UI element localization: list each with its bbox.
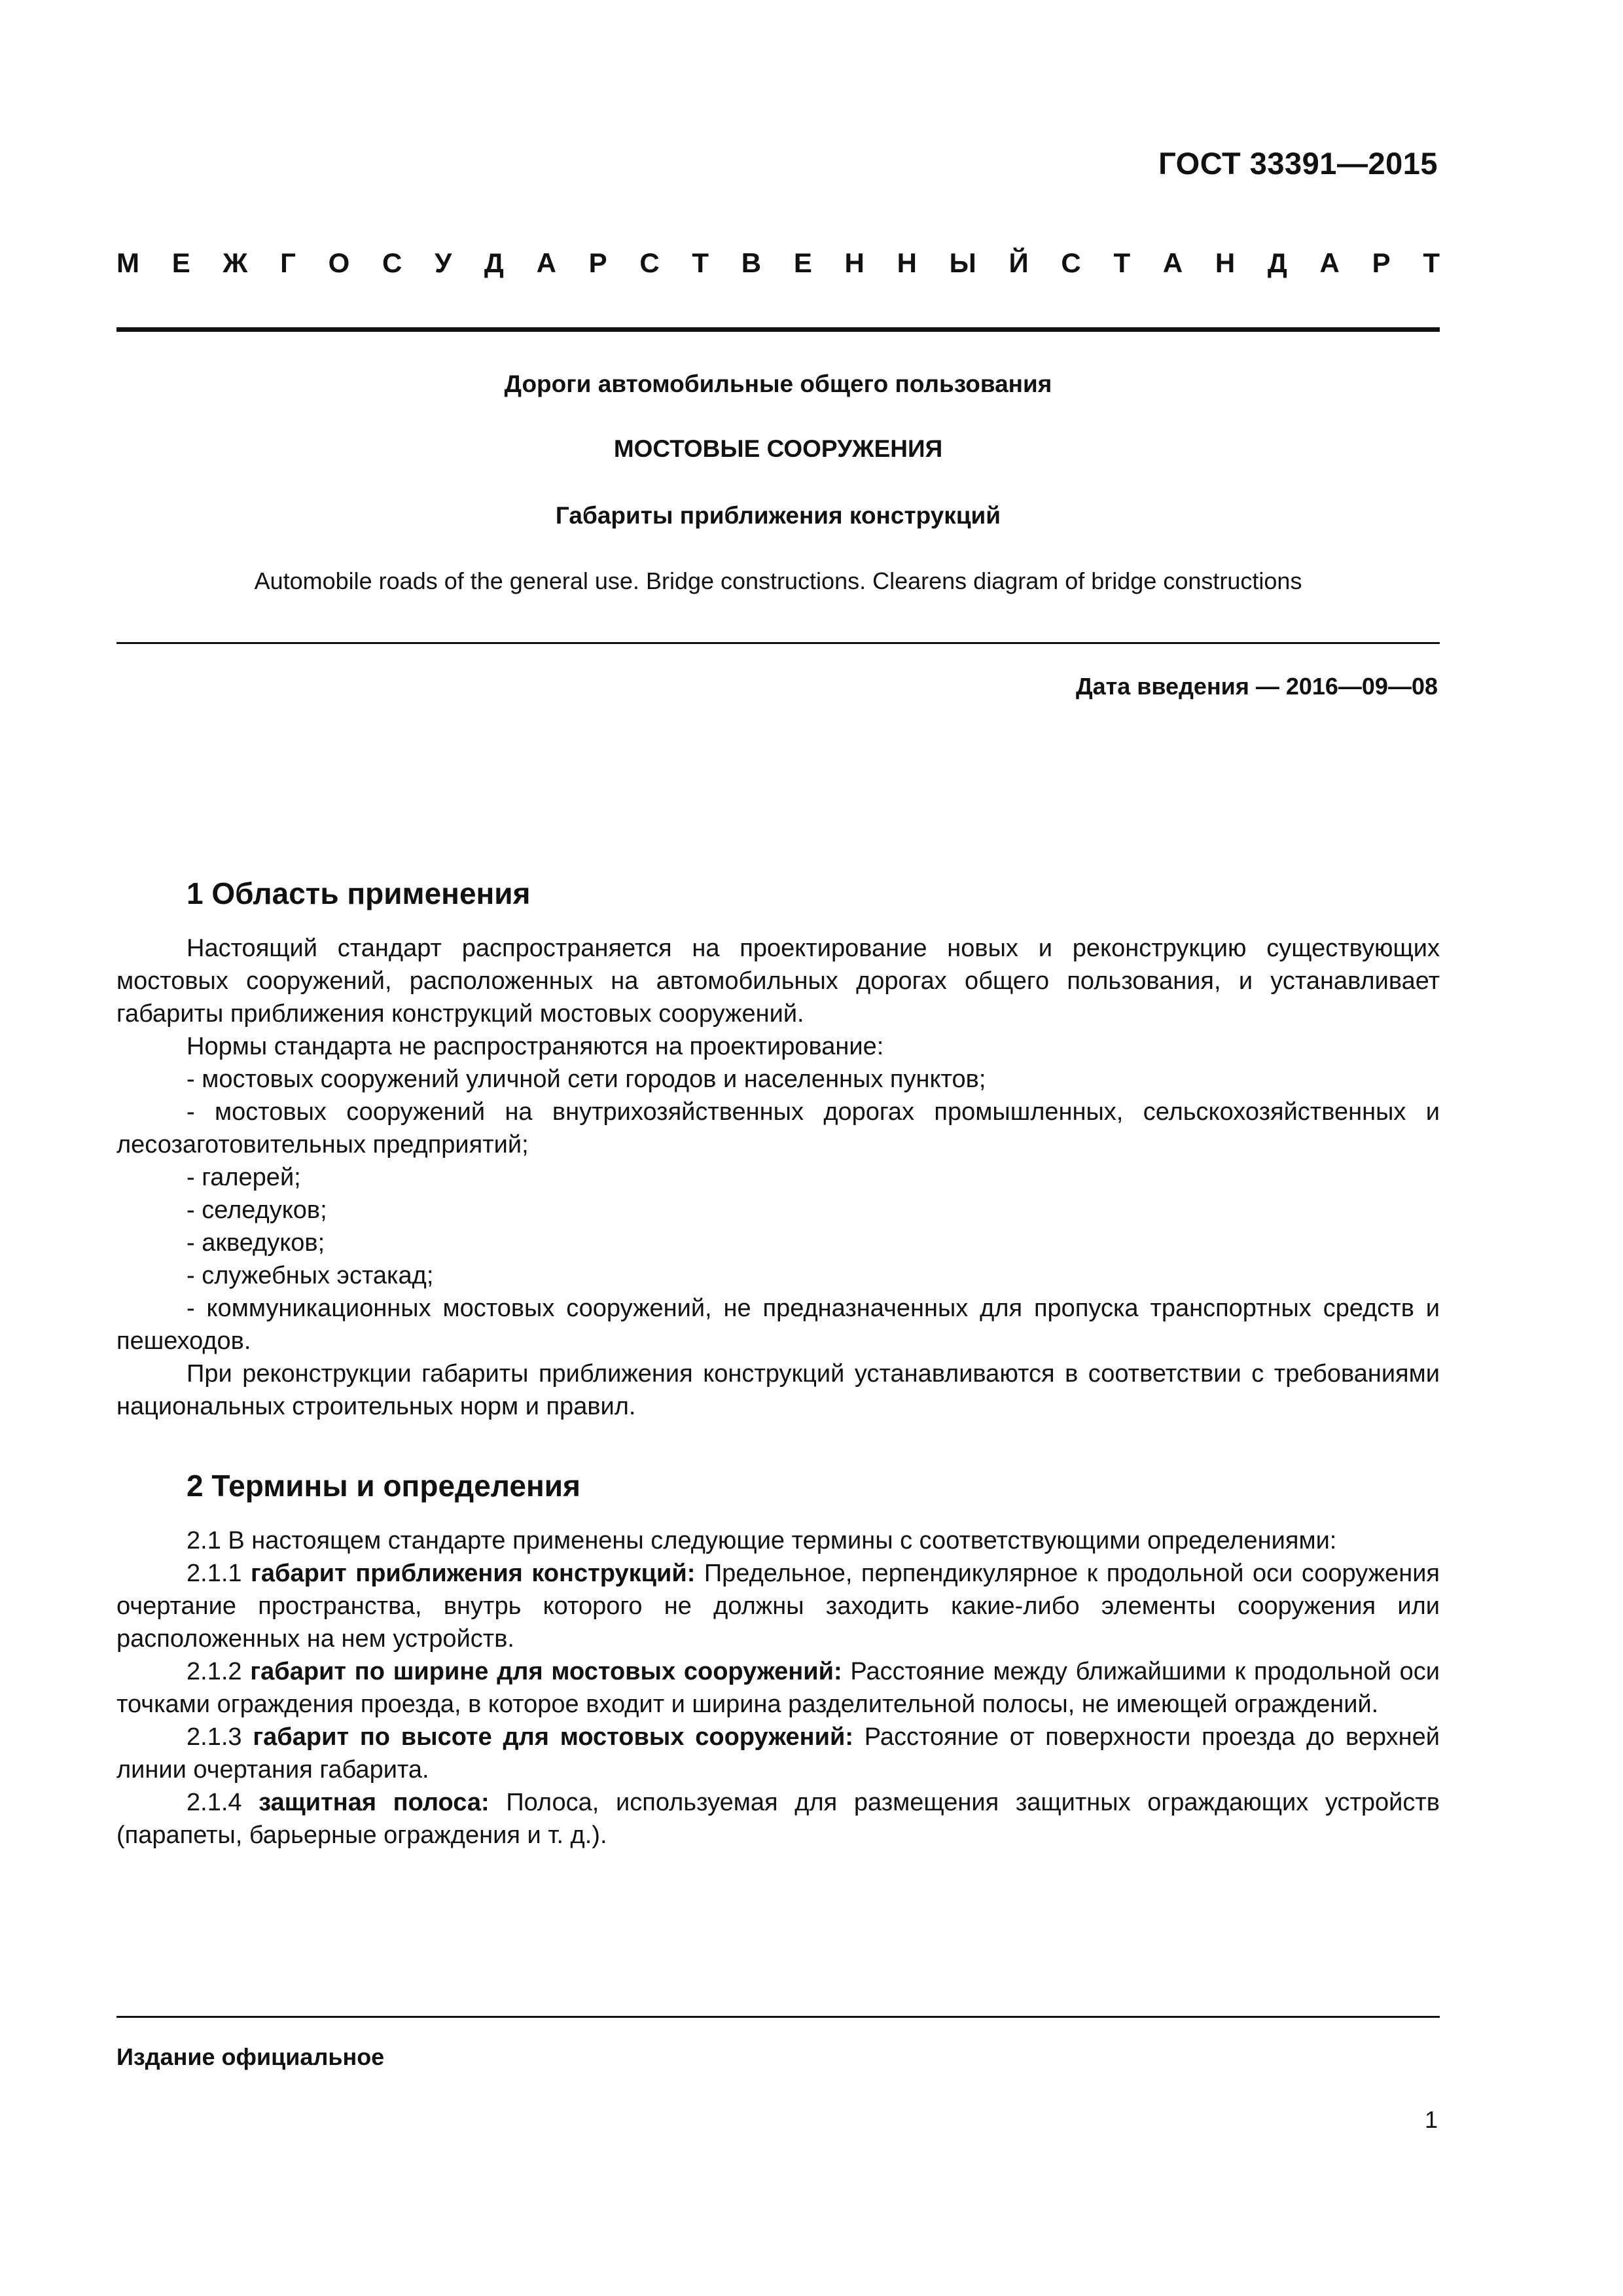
list-item: - галерей; [187, 1164, 301, 1191]
term-name: габарит приближения конструкций: [251, 1560, 696, 1587]
term-name: габарит по ширине для мостовых сооружений: [250, 1658, 842, 1685]
section-2-heading: 2 Термины и определения [187, 1469, 580, 1503]
list-item: - селедуков; [187, 1196, 327, 1224]
list-item: - мостовых сооружений на внутрихозяйственных дорогах промышленных, сельскохозяйственных и лесозаготовительных предприятий; [116, 1098, 1440, 1158]
term-text: Расстояние от поверхности проезда до верхней линии очертания габарита. [116, 1723, 1440, 1784]
edition-note: Издание официальное [116, 2043, 385, 2070]
section-1-body [116, 932, 1440, 1423]
title-line-3: Габариты приближения конструкций [555, 502, 1001, 529]
standard-type-heading: М Е Ж Г О С У Д А Р С Т В Е Н Н Ы Й С Т А Н Д А Р Т [116, 247, 1440, 278]
term-number: 2.1.3 [187, 1723, 242, 1751]
title-divider [116, 642, 1440, 644]
term-text: Полоса, используемая для размещения защитных ограждающих устройств (парапеты, барьерные ограждения и т. д.). [116, 1789, 1440, 1849]
term-definition [116, 1557, 1440, 1655]
term-text: Предельное, перпендикулярное к продольной оси сооружения очертание пространства, внутрь которого не должны заходить какие-либо элементы сооружения или расположенных на нем устройств. [116, 1560, 1440, 1653]
section-1-paragraph-1: Настоящий стандарт распространяется на проектирование новых и реконструкцию существующих мостовых сооружений, расположенных на автомобильных дорогах общего пользования, и устанавливает габариты приближения конструкций мостовых сооружений. [116, 935, 1440, 1028]
term-number: 2.1.4 [187, 1789, 242, 1816]
term-name: защитная полоса: [259, 1789, 490, 1816]
introduction-date: Дата введения — 2016—09—08 [1075, 673, 1438, 700]
term-definition [116, 1721, 1440, 1786]
title-line-2: МОСТОВЫЕ СООРУЖЕНИЯ [613, 435, 943, 462]
term-number: 2.1.2 [187, 1658, 242, 1685]
term-definition [116, 1655, 1440, 1721]
list-item: - акведуков; [187, 1229, 325, 1257]
document-number: ГОСТ 33391—2015 [1158, 146, 1438, 181]
list-item: - мостовых сооружений уличной сети городов и населенных пунктов; [187, 1066, 986, 1093]
section-2-paragraph-1: 2.1 В настоящем стандарте применены следующие термины с соответствующими определениями: [187, 1527, 1337, 1554]
section-1-heading: 1 Область применения [187, 876, 531, 910]
header-divider [116, 327, 1440, 332]
section-1-paragraph-3: При реконструкции габариты приближения конструкций устанавливаются в соответствии с требованиями национальных строительных норм и правил. [116, 1360, 1440, 1420]
list-item: - служебных эстакад; [187, 1262, 434, 1289]
term-name: габарит по высоте для мостовых сооружений: [253, 1723, 853, 1751]
term-text: Расстояние между ближайшими к продольной оси точками ограждения проезда, в которое входит и ширина разделительной полосы, не имеющей ограждений. [116, 1658, 1440, 1718]
page-number: 1 [1424, 2106, 1438, 2133]
footer-divider [116, 2016, 1440, 2018]
title-english: Automobile roads of the general use. Bridge constructions. Clearens diagram of bridge constructions [254, 567, 1302, 594]
title-line-1: Дороги автомобильные общего пользования [504, 370, 1052, 397]
term-number: 2.1.1 [187, 1560, 242, 1587]
list-item: - коммуникационных мостовых сооружений, не предназначенных для пропуска транспортных средств и пешеходов. [116, 1295, 1440, 1355]
term-definition [116, 1786, 1440, 1852]
section-1-paragraph-2: Нормы стандарта не распространяются на проектирование: [187, 1033, 884, 1060]
section-2-body [116, 1524, 1440, 1852]
